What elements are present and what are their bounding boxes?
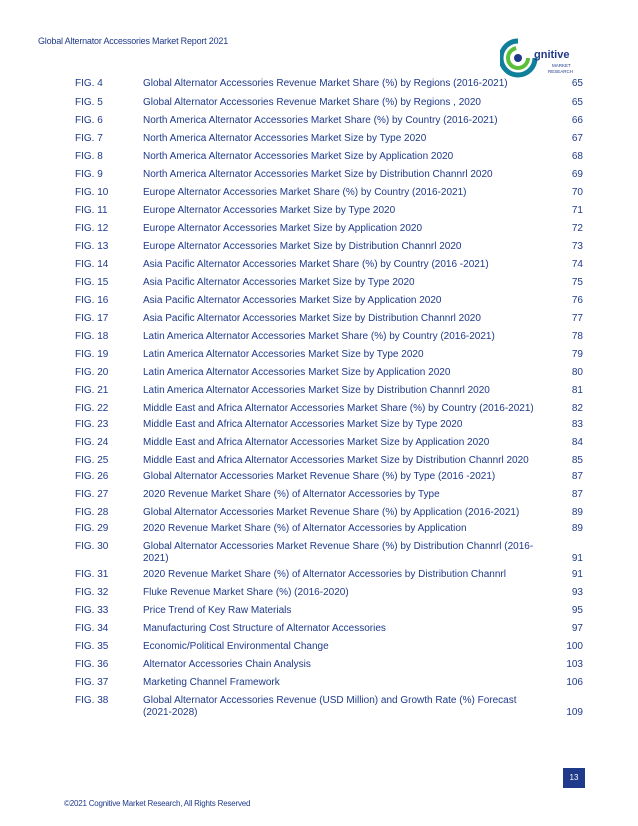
figure-number: FIG. 15 [75, 277, 109, 288]
figure-page-number: 91 [571, 569, 583, 580]
figure-number: FIG. 27 [75, 489, 109, 500]
toc-row[interactable] [75, 587, 583, 599]
figure-number: FIG. 31 [75, 569, 109, 580]
figure-title: Middle East and Africa Alternator Accessories Market Size by Distribution Channrl 2020 [143, 455, 529, 466]
toc-row[interactable] [75, 385, 583, 397]
figure-title: North America Alternator Accessories Market Share (%) by Country (2016-2021) [143, 115, 498, 126]
toc-row[interactable] [75, 605, 583, 617]
toc-row[interactable] [75, 569, 583, 581]
toc-row[interactable] [75, 677, 583, 689]
toc-row[interactable] [75, 695, 583, 719]
figure-title: Global Alternator Accessories Market Revenue Share (%) by Application (2016-2021) [143, 507, 520, 518]
figure-number: FIG. 14 [75, 259, 109, 270]
figure-title: 2020 Revenue Market Share (%) of Alternator Accessories by Application [143, 523, 467, 534]
toc-row[interactable] [75, 623, 583, 635]
figure-number: FIG. 18 [75, 331, 109, 342]
figure-title: Global Alternator Accessories Market Revenue Share (%) by Distribution Channrl (2016-2021) [143, 541, 534, 564]
figure-title: Economic/Political Environmental Change [143, 641, 329, 652]
figure-number: FIG. 19 [75, 349, 109, 360]
figure-number: FIG. 36 [75, 659, 109, 670]
figure-page-number: 81 [571, 385, 583, 396]
toc-row[interactable] [75, 259, 583, 271]
toc-row[interactable] [75, 151, 583, 163]
figure-page-number: 77 [571, 313, 583, 324]
figure-number: FIG. 11 [75, 205, 108, 216]
figure-title: Latin America Alternator Accessories Market Size by Application 2020 [143, 367, 451, 378]
figure-page-number: 100 [566, 641, 583, 652]
figure-number: FIG. 24 [75, 437, 109, 448]
figure-title: Global Alternator Accessories Market Revenue Share (%) by Type (2016 -2021) [143, 471, 496, 482]
toc-row[interactable] [75, 349, 583, 361]
figure-number: FIG. 35 [75, 641, 109, 652]
figure-title: Global Alternator Accessories Revenue Market Share (%) by Regions (2016-2021) [143, 78, 508, 89]
figure-number: FIG. 21 [75, 385, 109, 396]
figure-title: Latin America Alternator Accessories Market Share (%) by Country (2016-2021) [143, 331, 495, 342]
page-number-badge: 13 [563, 768, 585, 788]
logo-mark [500, 34, 596, 82]
company-logo [500, 34, 596, 82]
toc-row[interactable] [75, 331, 583, 343]
figure-title: Manufacturing Cost Structure of Alternator Accessories [143, 623, 386, 634]
figure-title: 2020 Revenue Market Share (%) of Alternator Accessories by Distribution Channrl [143, 569, 506, 580]
figure-number: FIG. 8 [75, 151, 103, 162]
figure-page-number: 91 [571, 553, 583, 564]
figure-page-number: 75 [571, 277, 583, 288]
figure-title: North America Alternator Accessories Market Size by Type 2020 [143, 133, 427, 144]
figure-page-number: 103 [566, 659, 583, 670]
figure-title: Fluke Revenue Market Share (%) (2016-2020) [143, 587, 349, 598]
report-header-title: Global Alternator Accessories Market Report 2021 [38, 36, 228, 46]
figure-page-number: 71 [571, 205, 583, 216]
figure-number: FIG. 33 [75, 605, 109, 616]
toc-row[interactable] [75, 641, 583, 653]
toc-row[interactable] [75, 115, 583, 127]
figure-page-number: 89 [571, 507, 583, 518]
figure-number: FIG. 32 [75, 587, 109, 598]
logo-word: gnitive [534, 49, 570, 61]
figure-page-number: 72 [571, 223, 583, 234]
figure-title: Asia Pacific Alternator Accessories Market Size by Application 2020 [143, 295, 442, 306]
figure-page-number: 65 [571, 78, 583, 89]
figure-number: FIG. 12 [75, 223, 109, 234]
toc-row[interactable] [75, 223, 583, 235]
figure-number: FIG. 37 [75, 677, 109, 688]
figure-title: Middle East and Africa Alternator Accessories Market Share (%) by Country (2016-2021) [143, 403, 534, 414]
figure-number: FIG. 16 [75, 295, 109, 306]
figure-page-number: 76 [571, 295, 583, 306]
toc-row[interactable] [75, 419, 583, 431]
figure-number: FIG. 5 [75, 97, 103, 108]
toc-row[interactable] [75, 541, 583, 565]
figure-number: FIG. 29 [75, 523, 109, 534]
figure-number: FIG. 30 [75, 541, 109, 552]
figure-title: 2020 Revenue Market Share (%) of Alternator Accessories by Type [143, 489, 440, 500]
figure-page-number: 80 [571, 367, 583, 378]
figure-page-number: 67 [571, 133, 583, 144]
toc-row[interactable] [75, 523, 583, 535]
toc-row[interactable] [75, 277, 583, 289]
toc-row[interactable] [75, 455, 583, 467]
figure-title: Global Alternator Accessories Revenue (USD Million) and Growth Rate (%) Forecast (2021-2028) [143, 695, 517, 718]
figure-number: FIG. 28 [75, 507, 109, 518]
figure-page-number: 82 [571, 403, 583, 414]
figure-number: FIG. 13 [75, 241, 109, 252]
figure-number: FIG. 4 [75, 78, 103, 89]
figure-list [75, 78, 583, 719]
toc-row[interactable] [75, 295, 583, 307]
toc-row[interactable] [75, 205, 583, 217]
figure-page-number: 87 [571, 489, 583, 500]
figure-page-number: 95 [571, 605, 583, 616]
figure-number: FIG. 6 [75, 115, 103, 126]
toc-row[interactable] [75, 367, 583, 379]
figure-number: FIG. 9 [75, 169, 103, 180]
figure-page-number: 66 [571, 115, 583, 126]
figure-title: Middle East and Africa Alternator Accessories Market Size by Application 2020 [143, 437, 490, 448]
toc-row[interactable] [75, 659, 583, 671]
figure-page-number: 79 [571, 349, 583, 360]
figure-page-number: 84 [571, 437, 583, 448]
figure-title: North America Alternator Accessories Market Size by Distribution Channrl 2020 [143, 169, 493, 180]
figure-page-number: 106 [566, 677, 583, 688]
figure-title: Middle East and Africa Alternator Accessories Market Size by Type 2020 [143, 419, 463, 430]
figure-title: Asia Pacific Alternator Accessories Market Share (%) by Country (2016 -2021) [143, 259, 489, 270]
toc-row[interactable] [75, 187, 583, 199]
figure-page-number: 70 [571, 187, 583, 198]
figure-title: North America Alternator Accessories Market Size by Application 2020 [143, 151, 454, 162]
figure-title: Marketing Channel Framework [143, 677, 280, 688]
figure-number: FIG. 25 [75, 455, 109, 466]
toc-row[interactable] [75, 97, 583, 109]
toc-row[interactable] [75, 489, 583, 501]
toc-row[interactable] [75, 169, 583, 181]
figure-page-number: 89 [571, 523, 583, 534]
toc-row[interactable] [75, 78, 583, 90]
figure-title: Global Alternator Accessories Revenue Market Share (%) by Regions , 2020 [143, 97, 481, 108]
figure-number: FIG. 20 [75, 367, 109, 378]
figure-title: Price Trend of Key Raw Materials [143, 605, 292, 616]
figure-title: Europe Alternator Accessories Market Share (%) by Country (2016-2021) [143, 187, 467, 198]
figure-number: FIG. 22 [75, 403, 109, 414]
figure-number: FIG. 7 [75, 133, 103, 144]
logo-sub1: MARKET [552, 63, 571, 68]
figure-page-number: 65 [571, 97, 583, 108]
figure-title: Asia Pacific Alternator Accessories Market Size by Type 2020 [143, 277, 415, 288]
figure-number: FIG. 34 [75, 623, 109, 634]
figure-number: FIG. 23 [75, 419, 109, 430]
toc-row[interactable] [75, 133, 583, 145]
footer-copyright: ©2021 Cognitive Market Research, All Rights Reserved [64, 799, 251, 808]
figure-title: Latin America Alternator Accessories Market Size by Distribution Channrl 2020 [143, 385, 490, 396]
toc-row[interactable] [75, 313, 583, 325]
figure-page-number: 68 [571, 151, 583, 162]
figure-page-number: 97 [571, 623, 583, 634]
figure-title: Europe Alternator Accessories Market Size by Distribution Channrl 2020 [143, 241, 462, 252]
figure-number: FIG. 38 [75, 695, 109, 706]
figure-title: Europe Alternator Accessories Market Size by Type 2020 [143, 205, 396, 216]
figure-title: Asia Pacific Alternator Accessories Market Size by Distribution Channrl 2020 [143, 313, 481, 324]
toc-row[interactable] [75, 471, 583, 483]
figure-page-number: 87 [571, 471, 583, 482]
figure-page-number: 85 [571, 455, 583, 466]
figure-page-number: 83 [571, 419, 583, 430]
figure-number: FIG. 10 [75, 187, 109, 198]
toc-row[interactable] [75, 507, 583, 519]
figure-page-number: 78 [571, 331, 583, 342]
figure-page-number: 69 [571, 169, 583, 180]
figure-page-number: 93 [571, 587, 583, 598]
figure-title: Alternator Accessories Chain Analysis [143, 659, 311, 670]
figure-title: Europe Alternator Accessories Market Size by Application 2020 [143, 223, 423, 234]
figure-page-number: 109 [566, 707, 583, 718]
toc-row[interactable] [75, 437, 583, 449]
toc-row[interactable] [75, 241, 583, 253]
figure-page-number: 73 [571, 241, 583, 252]
logo-sub2: RESEARCH [548, 69, 574, 74]
figure-title: Latin America Alternator Accessories Market Size by Type 2020 [143, 349, 424, 360]
figure-number: FIG. 17 [75, 313, 109, 324]
figure-number: FIG. 26 [75, 471, 109, 482]
figure-page-number: 74 [571, 259, 583, 270]
toc-row[interactable] [75, 403, 583, 415]
